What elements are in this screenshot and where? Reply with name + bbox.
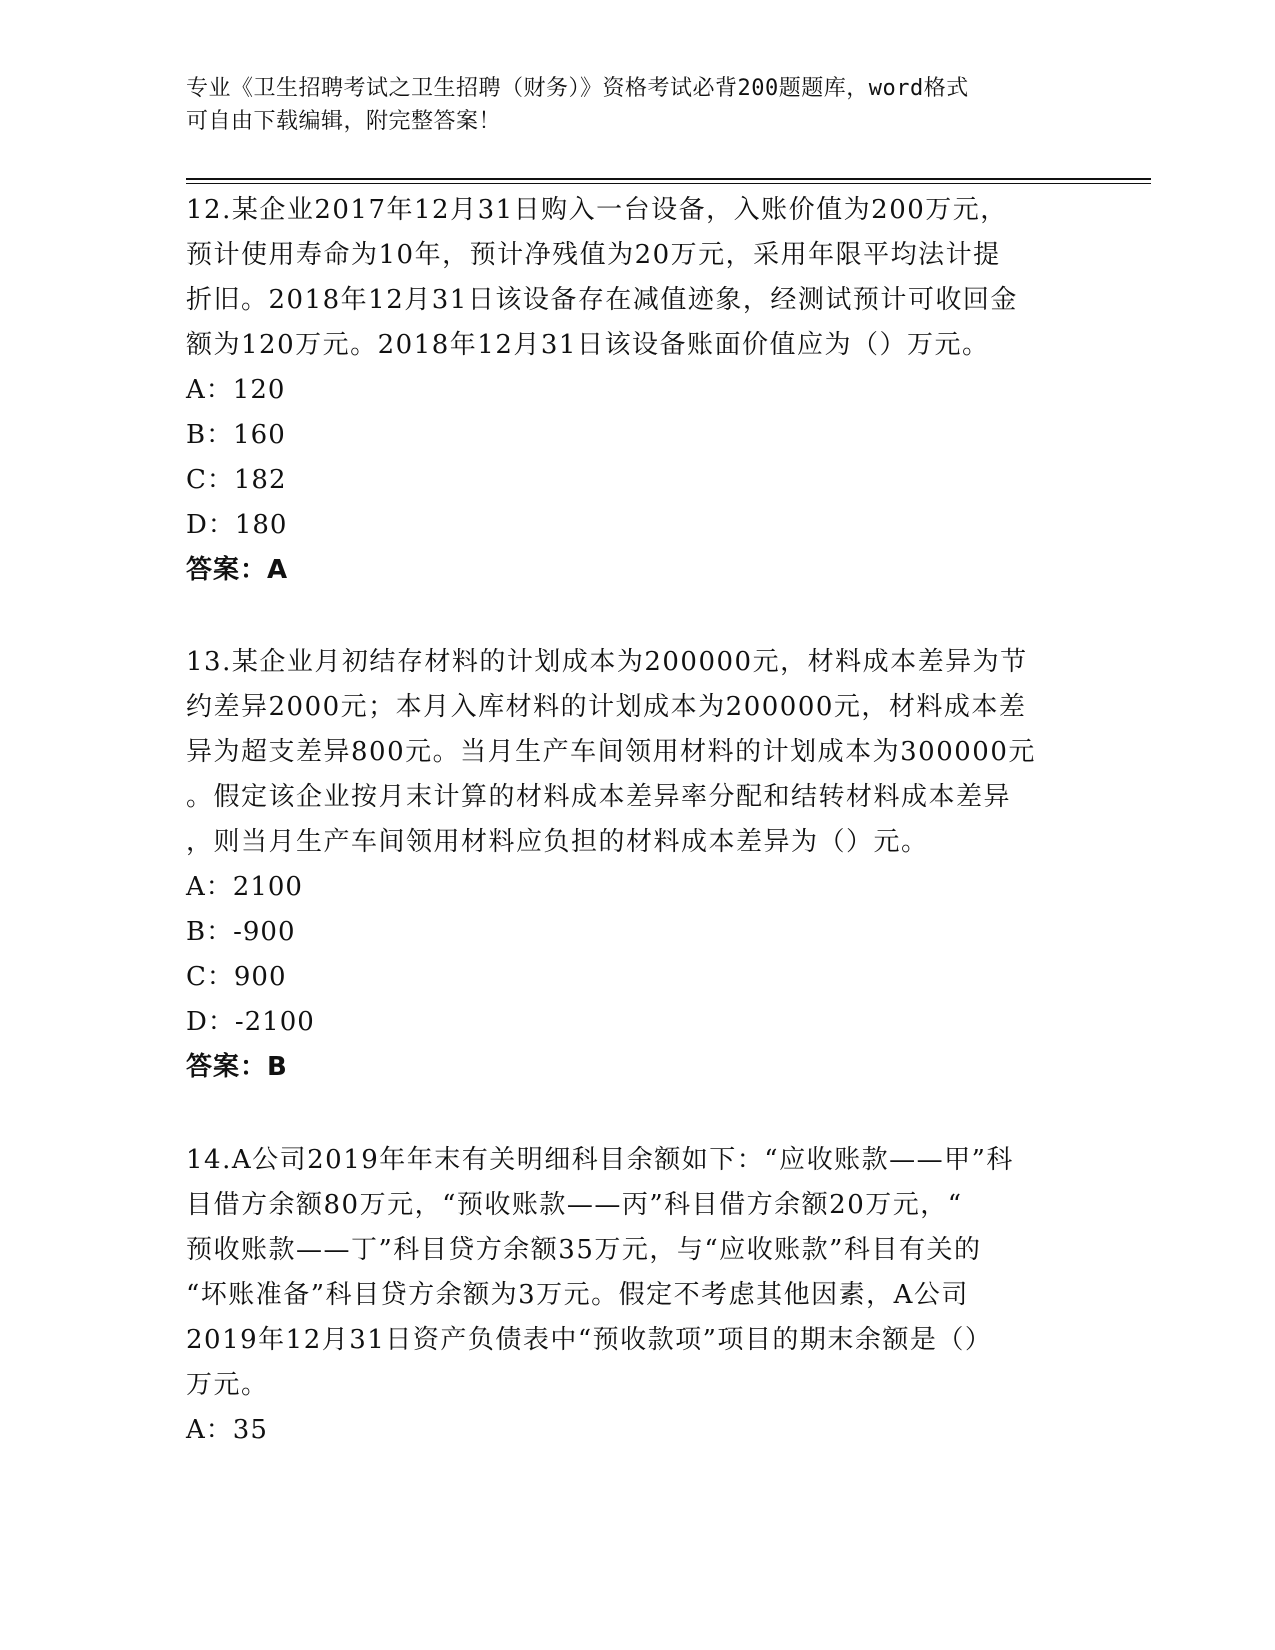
question-text-line: 约差异2000元；本月入库材料的计划成本为200000元，材料成本差	[186, 692, 1027, 722]
option-a: A：120	[186, 375, 286, 405]
option-a: A：35	[186, 1415, 268, 1445]
question-text-line: 13.某企业月初结存材料的计划成本为200000元，材料成本差异为节	[186, 647, 1028, 677]
question-text-line: 14.A公司2019年年末有关明细科目余额如下：“应收账款——甲”科	[186, 1145, 1014, 1175]
header-rule-thin	[186, 183, 1151, 184]
question-text-line: 12.某企业2017年12月31日购入一台设备，入账价值为200万元，	[186, 195, 1008, 225]
answer-line: 答案：B	[186, 1052, 288, 1082]
question-12	[186, 188, 1086, 593]
question-14	[186, 1138, 1086, 1453]
document-header	[186, 72, 1066, 138]
option-c: C：900	[186, 962, 287, 992]
question-text-line: 万元。	[186, 1370, 269, 1400]
header-line-1: 专业《卫生招聘考试之卫生招聘（财务）》资格考试必背200题题库，word格式	[186, 76, 969, 101]
header-line-2: 可自由下载编辑，附完整答案！	[186, 109, 502, 134]
option-d: D：180	[186, 510, 288, 540]
option-b: B：-900	[186, 917, 296, 947]
option-b: B：160	[186, 420, 286, 450]
question-text-line: 2019年12月31日资产负债表中“预收款项”项目的期末余额是（）	[186, 1325, 993, 1355]
question-text-line: “坏账准备”科目贷方余额为3万元。假定不考虑其他因素，A公司	[186, 1280, 969, 1310]
question-text-line: 异为超支差异800元。当月生产车间领用材料的计划成本为300000元	[186, 737, 1036, 767]
question-text-line: 预收账款——丁”科目贷方余额35万元，与“应收账款”科目有关的	[186, 1235, 982, 1265]
question-13	[186, 640, 1086, 1090]
option-c: C：182	[186, 465, 287, 495]
header-rule-thick	[186, 178, 1151, 180]
question-text-line: 额为120万元。2018年12月31日该设备账面价值应为（）万元。	[186, 330, 990, 360]
question-text-line: 。假定该企业按月末计算的材料成本差异率分配和结转材料成本差异	[186, 782, 1012, 812]
option-d: D：-2100	[186, 1007, 315, 1037]
question-text-line: 预计使用寿命为10年，预计净残值为20万元，采用年限平均法计提	[186, 240, 1001, 270]
question-text-line: 折旧。2018年12月31日该设备存在减值迹象，经测试预计可收回金	[186, 285, 1018, 315]
answer-line: 答案：A	[186, 555, 289, 585]
question-text-line: 目借方余额80万元，“预收账款——丙”科目借方余额20万元，“	[186, 1190, 963, 1220]
question-text-line: ，则当月生产车间领用材料应负担的材料成本差异为（）元。	[186, 827, 929, 857]
option-a: A：2100	[186, 872, 303, 902]
